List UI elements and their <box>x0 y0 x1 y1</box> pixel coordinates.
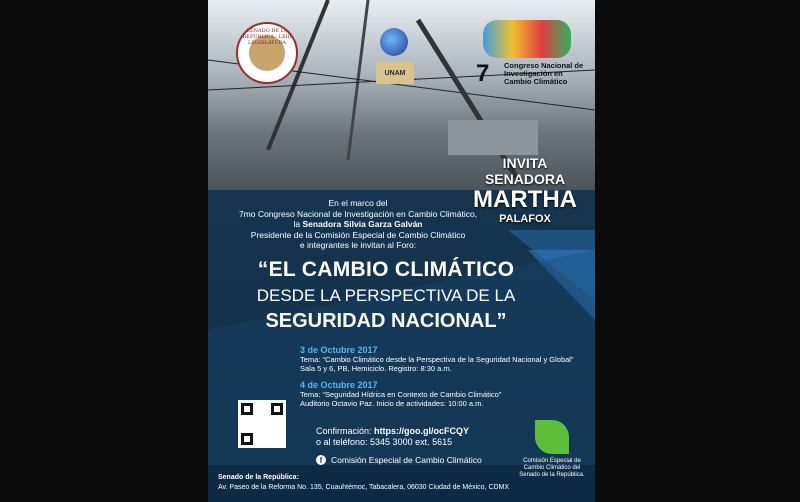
event-tema: Tema: “Seguridad Hídrica en Contexto de Cambio Climático” <box>300 390 502 399</box>
intro-line1: En el marco del <box>328 198 388 208</box>
event-poster <box>208 0 595 502</box>
intro-text <box>208 198 508 251</box>
globe-icon <box>380 28 408 56</box>
confirmation-label: Confirmación: <box>316 426 372 436</box>
senado-logo <box>236 22 298 84</box>
intro-line3 <box>208 219 508 230</box>
senado-logo-text: SENADO DE LA REPÚBLICA · LXIII LEGISLATURA <box>242 28 292 46</box>
world-map-logo <box>483 20 571 58</box>
facebook-label: Comisión Especial de Cambio Climático <box>331 455 482 465</box>
event-2 <box>300 381 590 408</box>
facebook-row[interactable] <box>316 455 482 465</box>
intro-line5: e integrantes le invitan al Foro: <box>299 240 417 250</box>
event-place: Sala 5 y 6, PB, Hemiciclo. Registro: 8:30 a.m. <box>300 364 452 373</box>
cecc-line1: Comisión Especial de <box>523 458 581 464</box>
confirmation-block <box>316 426 469 448</box>
intro-line3-pre: la <box>293 219 301 229</box>
confirmation-phone: o al teléfono: 5345 3000 ext. 5615 <box>316 437 453 447</box>
cecc-line2: Cambio Climático del <box>523 465 581 471</box>
footer-line1: Senado de la República: <box>218 474 299 481</box>
qr-code[interactable] <box>238 400 286 448</box>
congreso-logo-text: Congreso Nacional de Investigación en Cambio Climático <box>504 61 584 86</box>
unam-logo: UNAM <box>376 62 414 84</box>
title-line2: DESDE LA PERSPECTIVA DE LA <box>256 286 516 305</box>
event-1 <box>300 346 590 373</box>
event-tema: Tema: “Cambio Climático desde la Perspectiva de la Seguridad Nacional y Global” <box>300 355 574 364</box>
facebook-icon: f <box>316 455 326 465</box>
forum-title <box>236 258 536 333</box>
cecc-logo <box>517 420 587 479</box>
title-line3: SEGURIDAD NACIONAL” <box>265 310 507 332</box>
invita-line4: PALAFOX <box>499 213 551 225</box>
senadora-name: Senadora Silvia Garza Galván <box>302 219 423 229</box>
congreso-number: 7 <box>476 60 490 87</box>
leaf-icon <box>535 420 569 454</box>
event-date: 3 de Octubre 2017 <box>300 345 378 355</box>
intro-line2: 7mo Congreso Nacional de Investigación en Cambio Climático, <box>238 208 478 219</box>
event-place: Auditorio Octavio Paz. Inicio de actividades: 10:00 a.m. <box>300 399 484 408</box>
event-date: 4 de Octubre 2017 <box>300 380 378 390</box>
invita-line2: SENADORA <box>484 171 566 187</box>
intro-line4: Presidente de la Comisión Especial de Cambio Climático <box>250 229 466 240</box>
title-line1: “EL CAMBIO CLIMÁTICO <box>257 258 515 281</box>
confirmation-line <box>316 426 469 437</box>
confirmation-link[interactable]: https://goo.gl/ocFCQY <box>374 426 470 436</box>
invita-line3: MARTHA <box>473 186 577 213</box>
invita-line1: INVITA <box>502 155 548 171</box>
cecc-line3: Senado de la República. <box>519 472 585 478</box>
footer-line2: Av. Paseo de la Reforma No. 135, Cuauhtémoc, Tabacalera, 06030 Ciudad de México, CDMX <box>218 484 510 491</box>
footer-address <box>218 473 509 493</box>
